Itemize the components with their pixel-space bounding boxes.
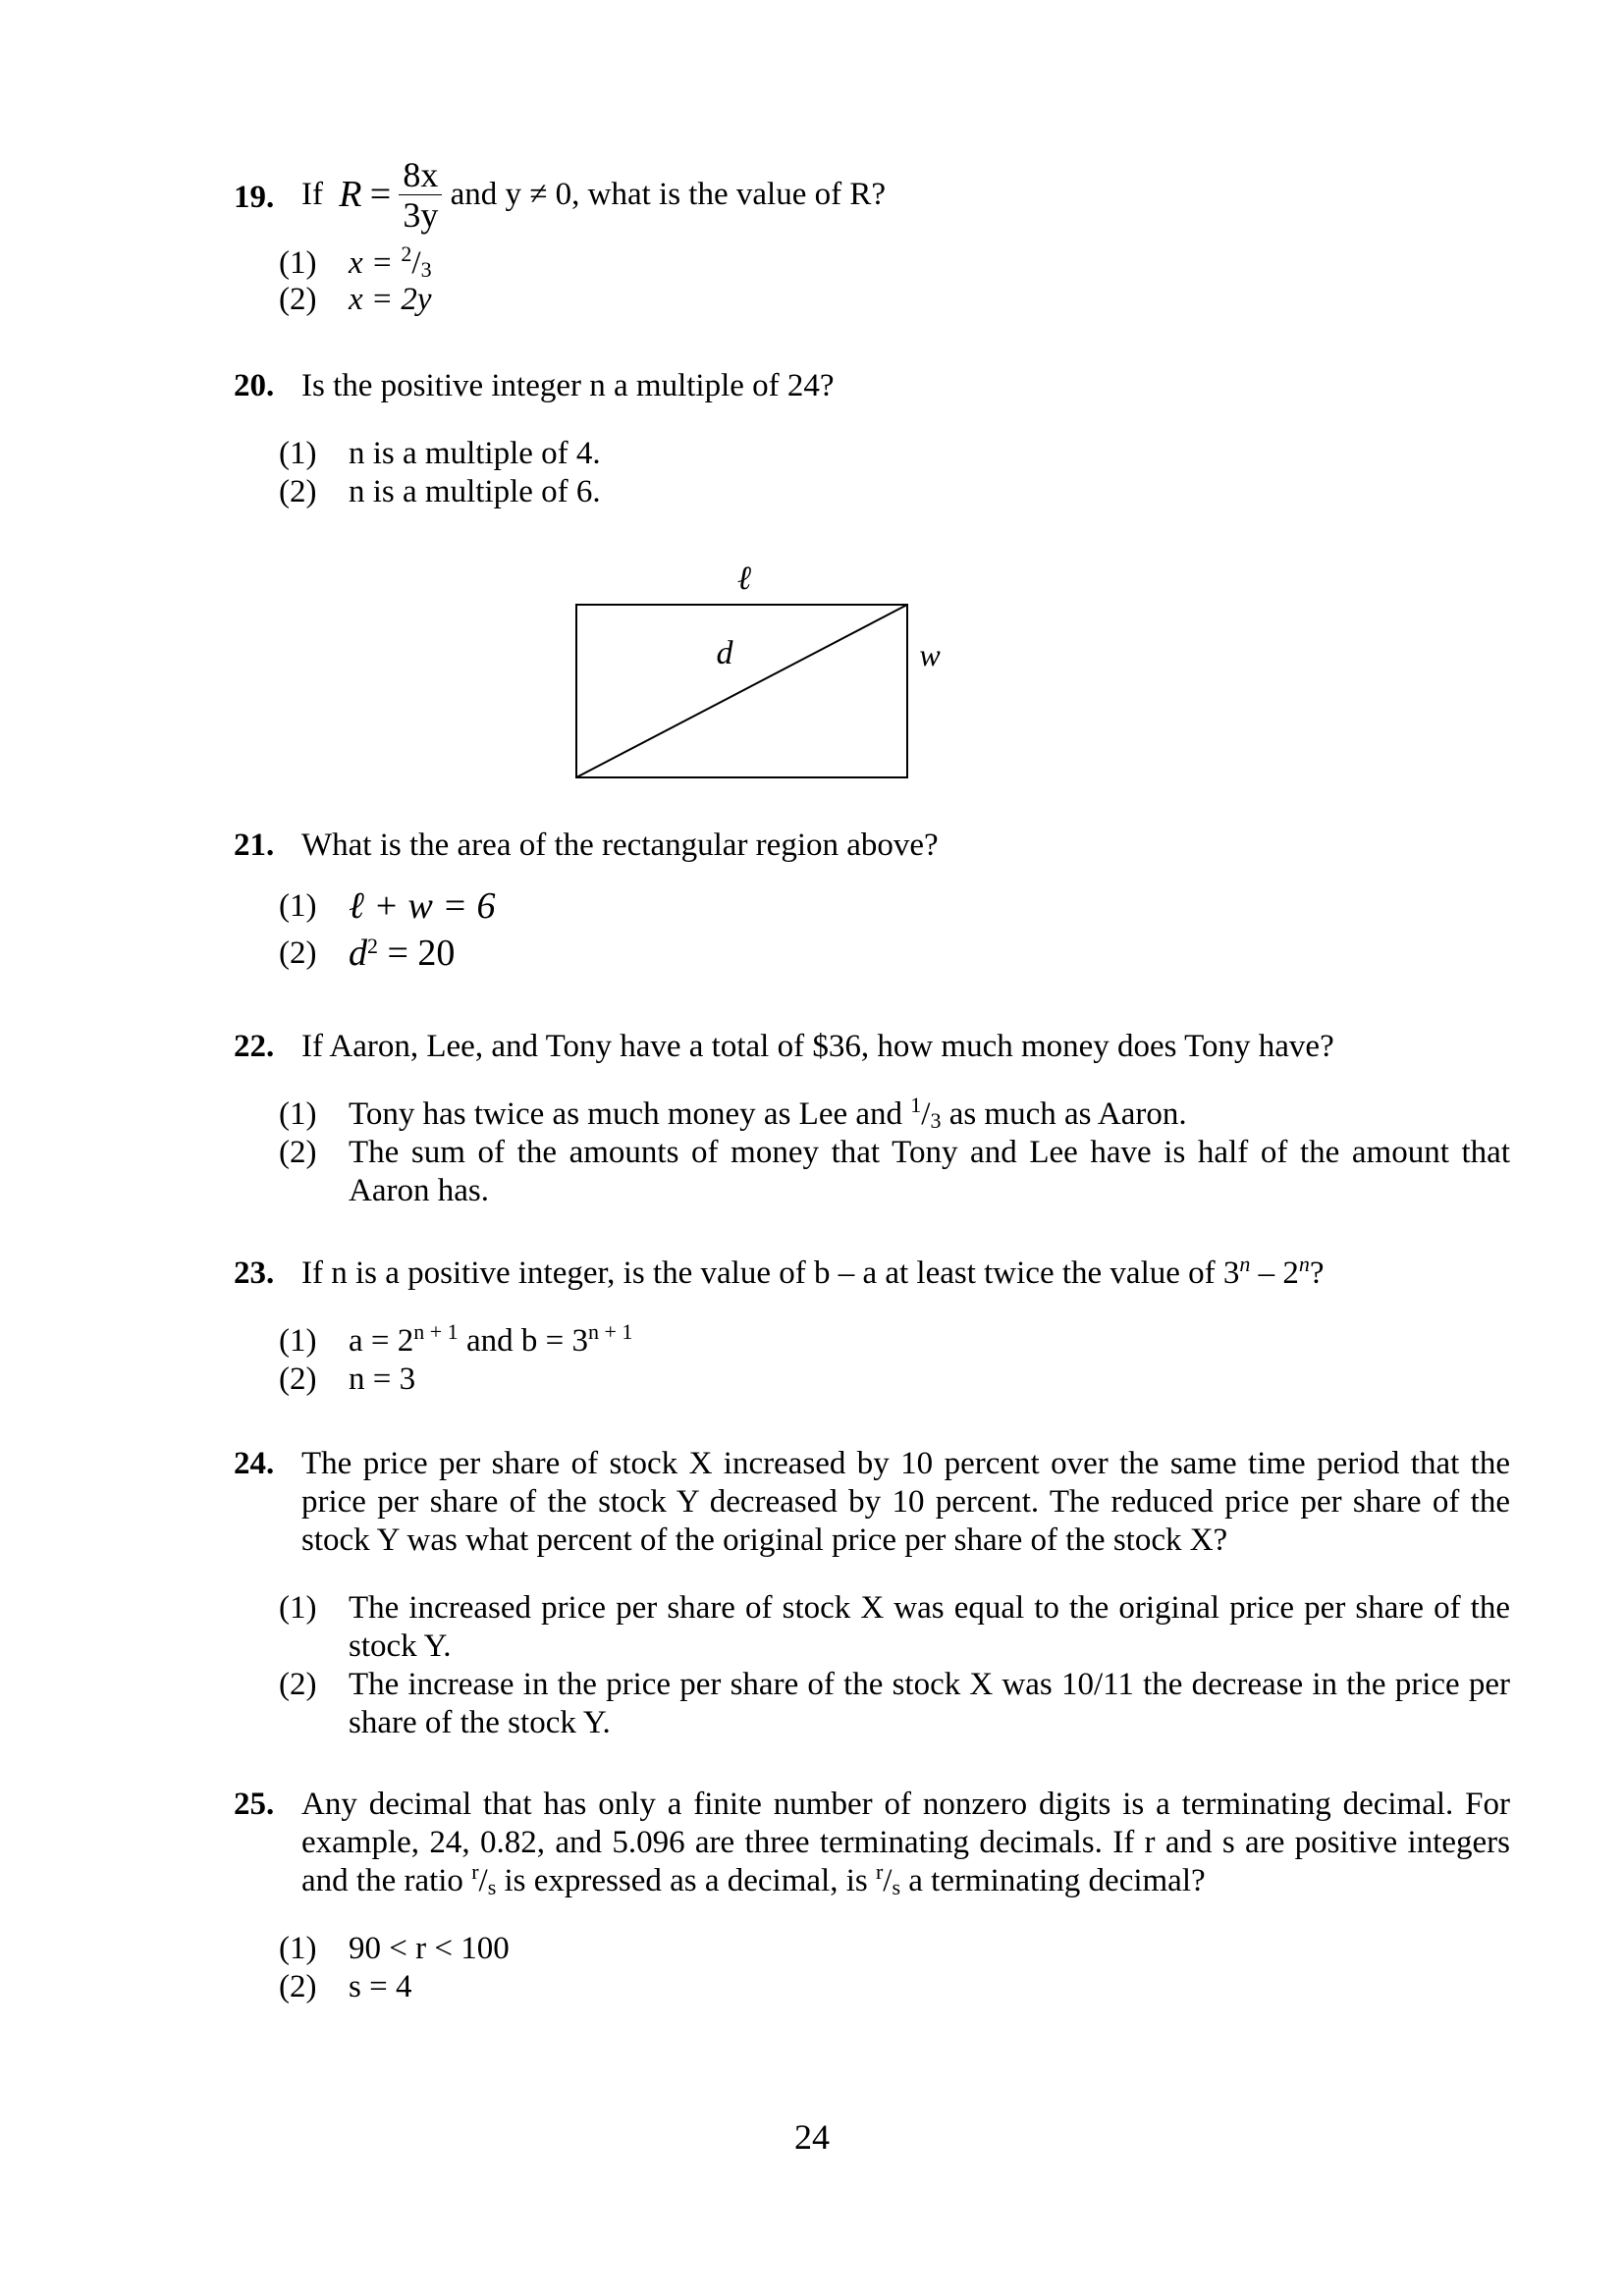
- option-number: (2): [279, 1969, 317, 2004]
- question-number: 25.: [234, 1787, 275, 1822]
- ratio-sub: s: [892, 1875, 901, 1899]
- answer-options: [279, 435, 1510, 511]
- question-24: [234, 1445, 1510, 1742]
- option-2: [279, 473, 1510, 511]
- question-text-pre: If n is a positive integer, is the value of b – a at least twice the value of 3: [301, 1255, 1240, 1291]
- ratio-sub: s: [487, 1875, 497, 1899]
- question-text: What is the area of the rectangular region above?: [301, 828, 939, 863]
- label-width: w: [919, 637, 941, 672]
- option-number: (2): [279, 474, 317, 509]
- option-text: Tony has twice as much money as Lee and $^1/_3$ as much as Aaron.: [349, 1093, 1187, 1133]
- option-number: (2): [279, 1135, 317, 1170]
- option-1: [279, 1930, 1510, 1968]
- question-25: [234, 1786, 1510, 2006]
- option-text: The increase in the price per share of the stock X was 10/11 the decrease in the price per share of the stock Y.: [349, 1667, 1510, 1740]
- label-diagonal: d: [716, 635, 733, 671]
- rectangle-figure: [550, 550, 962, 785]
- ratio-sup: r: [875, 1859, 884, 1884]
- fraction-sub: 3: [930, 1108, 942, 1133]
- option-1: [279, 1095, 1510, 1134]
- exponent: n: [1239, 1252, 1251, 1276]
- question-19: [234, 155, 1510, 318]
- exponent: n: [1298, 1252, 1310, 1276]
- answer-options: [279, 1589, 1510, 1742]
- option-1: [279, 1589, 1510, 1666]
- option-1: [279, 882, 1510, 930]
- option-2: [279, 282, 1510, 318]
- option-text: 90 < r < 100: [349, 1931, 510, 1966]
- question-text-mid: is expressed as a decimal, is: [496, 1863, 876, 1898]
- option-number: (2): [279, 935, 317, 971]
- option-rest: = 20: [378, 933, 456, 974]
- option-text: n = 3: [349, 1362, 416, 1397]
- question-text: Is the positive integer n a multiple of 24?: [301, 368, 835, 403]
- option-text-mid: and b = 3: [458, 1323, 588, 1359]
- option-2: [279, 1666, 1510, 1742]
- fraction: [399, 155, 442, 235]
- option-text: $x = ^2/_3$: [349, 241, 432, 282]
- question-22: [234, 1028, 1510, 1210]
- option-number: (2): [279, 282, 317, 317]
- question-text: If Aaron, Lee, and Tony have a total of $36, how much money does Tony have?: [301, 1029, 1334, 1064]
- option-text: [349, 1319, 1510, 1361]
- fraction-sup: 2: [401, 241, 412, 266]
- answer-options: [279, 1319, 1510, 1399]
- option-text: n is a multiple of 6.: [349, 474, 601, 509]
- option-text: [349, 930, 1510, 977]
- question-text-mid: – 2: [1250, 1255, 1299, 1291]
- option-2: [279, 930, 1510, 977]
- question-number: 24.: [234, 1446, 275, 1481]
- option-1: [279, 1319, 1510, 1361]
- question-number: 19.: [234, 180, 275, 215]
- equals-sign: =: [369, 174, 392, 215]
- option-base: d: [349, 933, 367, 974]
- question-text: The price per share of stock X increased by 10 percent over the same time period that the price per share of the stock Y decreased by 10 percent. The reduced price per share of the stock Y was what percent of the original price per share of the stock X?: [301, 1446, 1510, 1558]
- answer-options: [279, 1095, 1510, 1210]
- option-2: [279, 1361, 1510, 1399]
- option-text: The increased price per share of stock X was equal to the original price per share of the stock Y.: [349, 1590, 1510, 1664]
- option-text-pre: a = 2: [349, 1323, 414, 1359]
- variable-r: R: [339, 174, 362, 215]
- answer-options: [279, 882, 1510, 977]
- question-text-end: a terminating decimal?: [900, 1863, 1206, 1898]
- answer-options: [279, 1930, 1510, 2006]
- option-number: (1): [279, 245, 317, 281]
- fraction-numerator: 8x: [399, 155, 442, 195]
- question-number: 22.: [234, 1029, 275, 1064]
- option-text-pre: Tony has twice as much money as Lee and: [349, 1096, 911, 1132]
- option-number: (1): [279, 436, 317, 471]
- question-text-rest: and y ≠ 0, what is the value of R?: [450, 177, 886, 212]
- option-text: ℓ + w = 6: [349, 885, 496, 927]
- option-text-pre: x =: [349, 245, 402, 281]
- exponent: n + 1: [587, 1319, 633, 1344]
- answer-options: [279, 241, 1510, 318]
- option-text: n is a multiple of 4.: [349, 436, 601, 471]
- option-number: (1): [279, 1590, 317, 1626]
- question-21: [234, 827, 1510, 977]
- question-text-end: ?: [1309, 1255, 1325, 1291]
- fraction-sup: 1: [910, 1093, 922, 1117]
- option-text: s = 4: [349, 1969, 412, 2004]
- ratio-sup: r: [471, 1859, 479, 1884]
- diagonal-line: [576, 605, 907, 777]
- question-number: 20.: [234, 368, 275, 403]
- option-2: [279, 1968, 1510, 2006]
- question-23: [234, 1252, 1510, 1399]
- question-text: Any decimal that has only a finite number of nonzero digits is a terminating decimal. For example, 24, 0.82, and 5.096 are three terminating decimals. If r and s are positive integers and the ratio $^r/_s$ is expressed as a decimal, is $^r/_s$ a terminating decimal?: [301, 1787, 1510, 1899]
- option-2: [279, 1134, 1510, 1210]
- option-number: (2): [279, 1362, 317, 1397]
- question-text-pre: Any decimal that has only a finite number of nonzero digits is a terminating decimal. For example, 24, 0.82, and 5.096 are three terminating decimals. If r and s are positive integers and the ratio: [301, 1787, 1510, 1898]
- question-number: 21.: [234, 828, 275, 863]
- option-number: (1): [279, 1096, 317, 1132]
- exponent: 2: [367, 934, 378, 958]
- option-number: (1): [279, 1931, 317, 1966]
- option-text-post: as much as Aaron.: [941, 1096, 1187, 1132]
- option-1: [279, 435, 1510, 473]
- option-1: [279, 241, 1510, 282]
- option-text: The sum of the amounts of money that Tony and Lee have is half of the amount that Aaron has.: [349, 1135, 1510, 1208]
- option-number: (2): [279, 1667, 317, 1702]
- option-number: (1): [279, 1323, 317, 1359]
- question-text: [301, 1252, 1510, 1293]
- option-number: (1): [279, 888, 317, 924]
- exponent: n + 1: [413, 1319, 459, 1344]
- fraction-denominator: 3y: [403, 195, 439, 235]
- question-text: If: [301, 177, 323, 212]
- page-number: 24: [794, 2117, 830, 2157]
- option-text: x = 2y: [349, 282, 432, 317]
- fraction-sub: 3: [420, 257, 432, 282]
- label-length: ℓ: [736, 561, 752, 597]
- question-20: [234, 367, 1510, 511]
- question-number: 23.: [234, 1255, 275, 1291]
